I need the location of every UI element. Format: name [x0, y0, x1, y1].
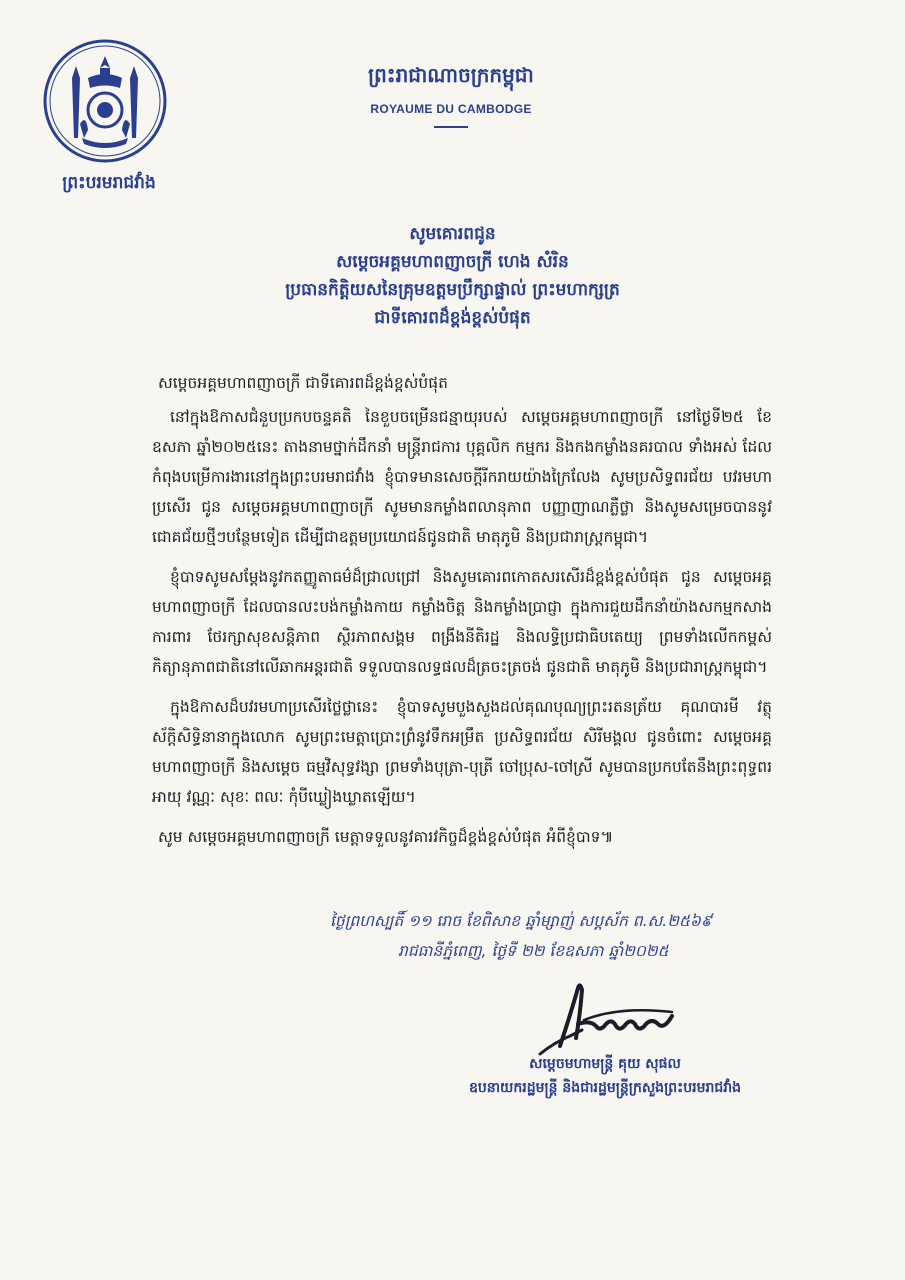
header-divider — [434, 126, 468, 128]
royal-seal-icon — [42, 38, 168, 164]
handwritten-signature — [500, 976, 700, 1056]
kingdom-header — [300, 62, 602, 128]
addressee-line-1: សូមគោរពជូន — [409, 224, 496, 244]
addressee-line-2: សម្តេចអគ្គមហាពញាចក្រី ហេង សំរិន — [336, 252, 569, 272]
ministry-name: ព្រះបរមរាជវាំង — [62, 173, 156, 193]
addressee-line-3: ប្រធានកិត្តិយសនៃគ្រុមឧត្តមប្រឹក្សាផ្ទាល់ ព្រះមហាក្សត្រ — [285, 280, 620, 300]
kingdom-name-khmer: ព្រះរាជាណាចក្រកម្ពុជា — [368, 63, 534, 87]
addressee-line-4: ជាទីគោរពដ៏ខ្ពង់ខ្ពស់បំផុត — [374, 308, 531, 328]
kingdom-name-french: ROYAUME DU CAMBODGE — [370, 102, 532, 116]
solar-date: រាជធានីភ្នំពេញ, ថ្ងៃទី ២២ ខែឧសភា ឆ្នាំ២០២៥ — [398, 942, 669, 960]
closing-line: សូម សម្តេចអគ្គមហាពញាចក្រី មេត្តាទទួលនូវគារវកិច្ចដ៏ខ្ពង់ខ្ពស់បំផុត អំពីខ្ញុំបាទ៕ — [158, 828, 614, 846]
paragraph-2: ខ្ញុំបាទសូមសម្តែងនូវកតញ្ញូតាធម៌ដ៏ជ្រាលជ្រៅ និងសូមគោរពកោតសរសើរដ៏ខ្ពង់ខ្ពស់បំផុត ជូន សម្តេចអគ្គមហាពញាចក្រី ដែលបានលះបង់កម្លាំងកាយ កម្លាំងចិត្ត និងកម្លាំងប្រាជ្ញា ក្នុងការជួយដឹកនាំយ៉ាងសកម្មកសាង ការពារ ថែរក្សាសុខសន្តិភាព ស្ថិរភាពសង្គម ពង្រីងនីតិរដ្ឋ និងលទ្ធិប្រជាធិបតេយ្យ ព្រមទាំងលើកកម្ពស់កិត្យានុភាពជាតិនៅលើឆាកអន្តរជាតិ ទទួលបានលទ្ធផលដ៏ត្រចះត្រចង់ ជូនជាតិ មាតុភូមិ និងប្រជារាស្ត្រកម្ពុជា។ — [152, 568, 772, 676]
signer-name: សម្តេចមហាមន្ត្រី គុយ សុផល — [529, 1056, 681, 1072]
paragraph-3: ក្នុងឱកាសដ៏បវរមហាប្រសើរថ្លៃថ្លានេះ ខ្ញុំបាទសូមបួងសួងដល់គុណបុណ្យព្រះរតនត្រ័យ គុណបារមី វត្ថុស័ក្តិសិទ្ធិនានាក្នុងលោក សូមព្រះមេត្តាប្រោះព្រំនូវទឹកអម្រឹត ប្រសិទ្ធពរជ័យ សិរីមង្គល ជូនចំពោះ សម្តេចអគ្គមហាពញាចក្រី និងសម្តេច ធម្មវិសុទ្ធវង្សា ព្រមទាំងបុត្រា-បុត្រី ចៅប្រុស-ចៅស្រី សូមបានប្រកបតែនឹងព្រះពុទ្ធពរ អាយុ វណ្ណៈ សុខៈ ពលៈ កុំបីឃ្លៀងឃ្លាតឡើយ។ — [152, 698, 772, 806]
salutation: សម្តេចអគ្គមហាពញាចក្រី ជាទីគោរពដ៏ខ្ពង់ខ្ពស់បំផុត — [158, 374, 448, 392]
signer-title: ឧបនាយករដ្ឋមន្ត្រី និងជារដ្ឋមន្ត្រីក្រសួងព្រះបរមរាជវាំង — [468, 1080, 742, 1096]
paragraph-1: នៅក្នុងឱកាសជំនួបប្រកបចន្ទគតិ នៃខួបចម្រើនជន្មាយុរបស់ សម្តេចអគ្គមហាពញាចក្រី នៅថ្ងៃទី២៥ ខែឧសភា ឆ្នាំ២០២៥នេះ តាងនាមថ្នាក់ដឹកនាំ មន្ត្រីរាជការ បុគ្គលិក កម្មករ និងកងកម្លាំងនគរបាល ទាំងអស់ ដែលកំពុងបម្រើការងារនៅក្នុងព្រះបរមរាជវាំង ខ្ញុំបាទមានសេចក្តីរីករាយយ៉ាងក្រៃលែង សូមប្រសិទ្ធពរជ័យ បវរមហាប្រសើរ ជូន សម្តេចអគ្គមហាពញាចក្រី សូមមានកម្លាំងពលានុភាព បញ្ញាញាណភ្លឺថ្លា និងសូមសម្រេចបាននូវជោគជ័យថ្មីៗបន្ថែមទៀត ដើម្បីជាឧត្តមប្រយោជន៍ជូនជាតិ មាតុភូមិ និងប្រជារាស្ត្រកម្ពុជា។ — [152, 408, 772, 546]
addressee-block — [120, 220, 785, 332]
letter-body — [152, 368, 772, 852]
signer-block — [405, 1052, 805, 1100]
date-block — [330, 906, 800, 966]
lunar-date: ថ្ងៃព្រហស្បតិ៍ ១១ រោច ខែពិសាខ ឆ្នាំម្សាញ់ សប្តស័ក ព.ស.២៥៦៩ — [330, 912, 712, 930]
